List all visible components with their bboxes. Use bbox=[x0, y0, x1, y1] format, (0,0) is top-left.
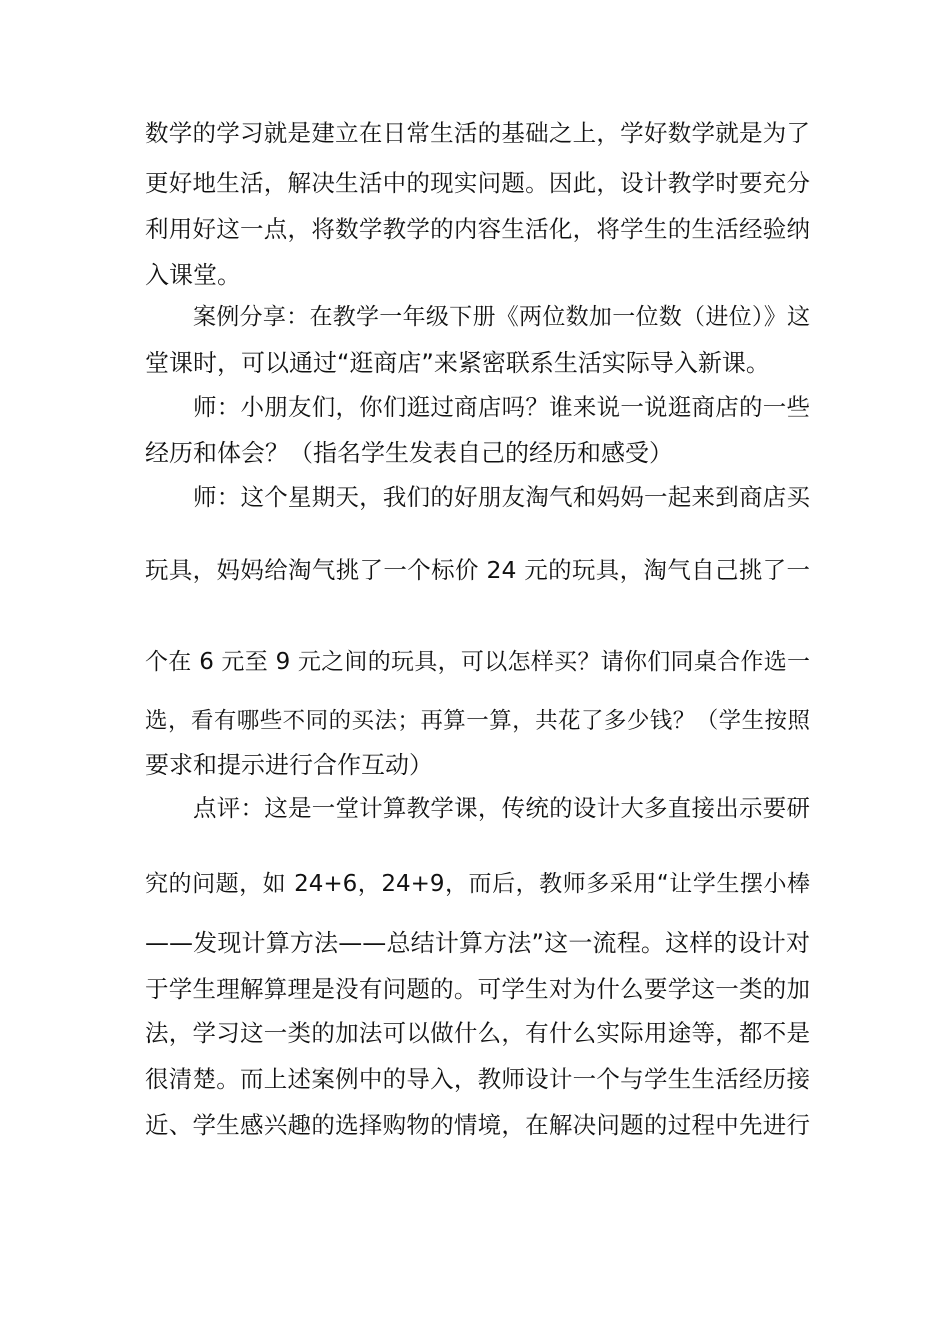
paragraph-line: 点评：这是一堂计算教学课，传统的设计大多直接出示要研 bbox=[193, 794, 810, 822]
paragraph-line: 要求和提示进行合作互动） bbox=[145, 751, 433, 779]
paragraph-line: 近、学生感兴趣的选择购物的情境，在解决问题的过程中先进行 bbox=[145, 1111, 810, 1139]
paragraph-line: 于学生理解算理是没有问题的。可学生对为什么要学这一类的加 bbox=[145, 975, 810, 1003]
paragraph-line: 师：这个星期天，我们的好朋友淘气和妈妈一起来到商店买 bbox=[193, 483, 810, 511]
paragraph-line: 师：小朋友们，你们逛过商店吗？谁来说一说逛商店的一些 bbox=[193, 393, 810, 421]
paragraph-line: 数学的学习就是建立在日常生活的基础之上，学好数学就是为了 bbox=[145, 119, 810, 147]
paragraph-line: 经历和体会？（指名学生发表自己的经历和感受） bbox=[145, 439, 673, 467]
paragraph-line: 很清楚。而上述案例中的导入，教师设计一个与学生生活经历接 bbox=[145, 1065, 810, 1093]
paragraph-line: 选，看有哪些不同的买法；再算一算，共花了多少钱？（学生按照 bbox=[145, 708, 810, 734]
paragraph-line: 案例分享：在教学一年级下册《两位数加一位数（进位）》这 bbox=[193, 304, 810, 330]
paragraph-line: 更好地生活，解决生活中的现实问题。因此，设计教学时要充分 bbox=[145, 169, 810, 197]
paragraph-line: ——发现计算方法——总结计算方法”这一流程。这样的设计对 bbox=[145, 929, 810, 957]
paragraph-line: 法，学习这一类的加法可以做什么，有什么实际用途等，都不是 bbox=[145, 1019, 810, 1047]
paragraph-line: 玩具，妈妈给淘气挑了一个标价 24 元的玩具，淘气自己挑了一 bbox=[145, 556, 810, 584]
paragraph-line: 利用好这一点，将数学教学的内容生活化，将学生的生活经验纳 bbox=[145, 215, 810, 243]
paragraph-line: 堂课时，可以通过“逛商店”来紧密联系生活实际导入新课。 bbox=[145, 349, 770, 377]
paragraph-line: 个在 6 元至 9 元之间的玩具，可以怎样买？请你们同桌合作选一 bbox=[145, 649, 810, 675]
paragraph-line: 究的问题，如 24+6，24+9，而后，教师多采用“让学生摆小棒 bbox=[145, 871, 810, 897]
paragraph-line: 入课堂。 bbox=[145, 261, 241, 289]
